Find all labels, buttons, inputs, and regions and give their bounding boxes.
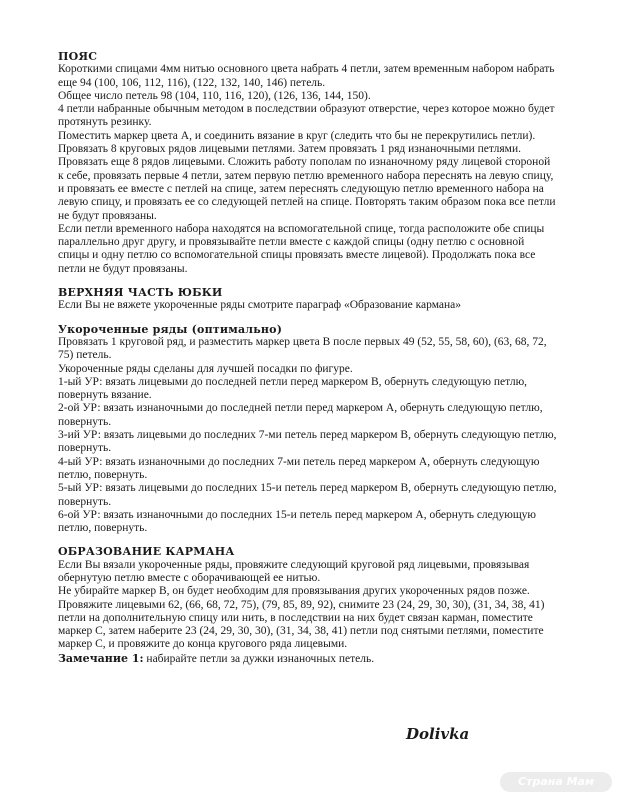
paragraph: Общее число петель 98 (104, 110, 116, 120), (126, 136, 144, 150).	[58, 89, 371, 102]
site-watermark: Страна Мам	[500, 772, 612, 792]
author-signature: Dolivka	[406, 725, 470, 743]
section-heading-pocket: ОБРАЗОВАНИЕ КАРМАНА	[58, 545, 235, 559]
paragraph: Короткими спицами 4мм нитью основного цвета набрать 4 петли, затем временным набором набрать еще 94 (100, 106, 112, 116), (122, 132, 140, 146) петель.	[58, 63, 555, 89]
paragraph: Поместить маркер цвета А, и соединить вязание в круг (следить что бы не перекрутились петли).	[58, 129, 536, 142]
document-body	[58, 50, 558, 666]
paragraph: Укороченные ряды сделаны для лучшей посадки по фигуре.	[58, 362, 353, 375]
paragraph: 2-ой УР: вязать изнаночными до последней петли перед маркером А, обернуть следующую петлю, повернуть.	[58, 402, 543, 428]
paragraph: Если Вы не вяжете укороченные ряды смотрите параграф «Образование кармана»	[58, 299, 461, 312]
paragraph: 1-ый УР: вязать лицевыми до последней петли перед маркером В, обернуть следующую петлю, повернуть вязание.	[58, 375, 528, 402]
section-heading-belt: ПОЯС	[58, 50, 98, 63]
paragraph: Провяжите лицевыми 62, (66, 68, 72, 75), (79, 85, 89, 92), снимите 23 (24, 29, 30, 30), (31, 34, 38, 41) петли на дополнительную спицу или нить, в последствии на них будет связан карман, поместите маркер С, затем наберите 23 (24, 29, 30, 30), (31, 34, 38, 41) петли под снятыми петлями, поместите маркер С, и провяжите до конца кругового ряда лицевыми.	[58, 598, 545, 651]
note-label: Замечание 1:	[58, 651, 144, 665]
paragraph: Если петли временного набора находятся на вспомогательной спице, тогда расположите обе спицы параллельно друг другу, и провязывайте петли вместе с каждой спицы (одну петлю с основной спицы и одну петлю со вспомогательной спицы провязать вместе лицевой). Продолжать пока все петли не будут провязаны.	[58, 222, 545, 275]
note-paragraph	[58, 652, 558, 666]
paragraph: Провязать 8 круговых рядов лицевыми петлями. Затем провязать 1 ряд изнаночными петлями. Провязать еще 8 рядов лицевыми. Сложить работу пополам по изнаночному ряду лицевой стороной к себе, провязать первые 4 петли, затем первую петлю временного набора переснять на левую спицу, и провязать ее вместе с петлей на спице, затем переснять следующую петлю временного набора на левую спицу, и провязать ее со следующей петлей на спице. Повторять таким образом пока все петли не будут провязаны.	[58, 143, 556, 222]
paragraph: 3-ий УР: вязать лицевыми до последних 7-ми петель перед маркером В, обернуть следующую петлю, повернуть.	[58, 429, 557, 455]
paragraph: 4 петли набранные обычным методом в последствии образуют отверстие, через которое можно будет протянуть резинку.	[58, 103, 555, 129]
paragraph: 6-ой УР: вязать изнаночными до последних 15-и петель перед маркером А, обернуть следующую петлю, повернуть.	[58, 508, 537, 535]
note-text: набирайте петли за дужки изнаночных петель.	[143, 652, 375, 665]
paragraph: Не убирайте маркер В, он будет необходим для провязывания других укороченных рядов позже.	[58, 585, 530, 598]
paragraph: Если Вы вязали укороченные ряды, провяжите следующий круговой ряд лицевыми, провязывая обернутую петлю вместе с оборачивающей ее нитью.	[58, 558, 530, 584]
paragraph: Провязать 1 круговой ряд, и разместить маркер цвета В после первых 49 (52, 55, 58, 60), (63, 68, 72, 75) петель.	[58, 335, 547, 362]
paragraph: 5-ый УР: вязать лицевыми до последних 15-и петель перед маркером В, обернуть следующую петлю, повернуть.	[58, 482, 557, 508]
section-heading-short-rows: Укороченные ряды (оптимально)	[58, 322, 283, 336]
section-heading-upper-skirt: ВЕРХНЯЯ ЧАСТЬ ЮБКИ	[58, 286, 223, 300]
paragraph: 4-ый УР: вязать изнаночными до последних 7-ми петель перед маркером А, обернуть следующую петлю, повернуть.	[58, 455, 540, 481]
